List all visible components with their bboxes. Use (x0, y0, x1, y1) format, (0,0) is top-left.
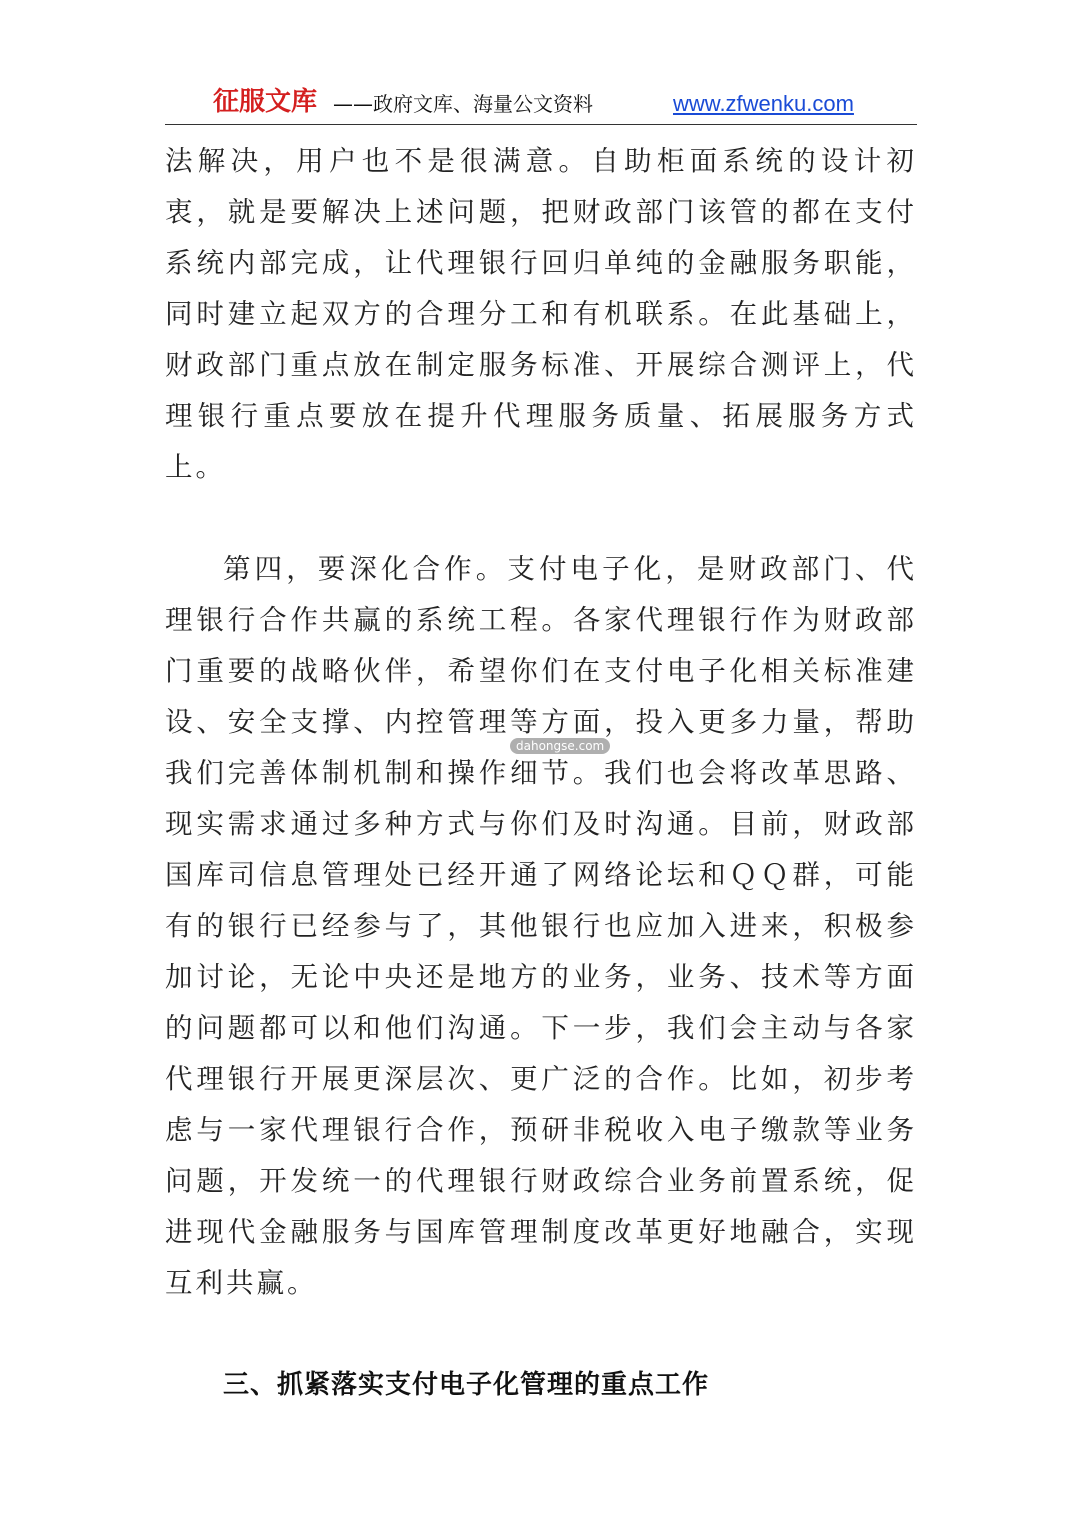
header-tagline: ——政府文库、海量公文资料 (333, 92, 593, 116)
paragraph-fourth-point: 第四，要深化合作。支付电子化，是财政部门、代理银行合作共赢的系统工程。各家代理银行作为财政部门重要的战略伙伴，希望你们在支付电子化相关标准建设、安全支撑、内控管理等方面，投入更多力量，帮助我们完善体制机制和操作细节。我们也会将改革思路、现实需求通过多种方式与你们及时沟通。目前，财政部国库司信息管理处已经开通了网络论坛和ＱＱ群，可能有的银行已经参与了，其他银行也应加入进来，积极参加讨论，无论中央还是地方的业务，业务、技术等方面的问题都可以和他们沟通。下一步，我们会主动与各家代理银行开展更深层次、更广泛的合作。比如，初步考虑与一家代理银行合作，预研非税收入电子缴款等业务问题，开发统一的代理银行财政综合业务前置系统，促进现代金融服务与国库管理制度改革更好地融合，实现互利共赢。 (165, 553, 917, 1299)
brand-logo-text: 征服文库 (213, 87, 318, 117)
paragraph-spacer (165, 1309, 917, 1360)
paragraph-spacer (165, 493, 917, 544)
watermark: dahongse.com (510, 738, 610, 754)
site-url-link[interactable]: www.zfwenku.com (673, 91, 854, 116)
section-heading: 三、抓紧落实支付电子化管理的重点工作 (223, 1370, 710, 1400)
document-body (165, 136, 917, 1411)
paragraph-continuation: 法解决，用户也不是很满意。自助柜面系统的设计初衷，就是要解决上述问题，把财政部门该管的都在支付系统内部完成，让代理银行回归单纯的金融服务职能，同时建立起双方的合理分工和有机联系。在此基础上，财政部门重点放在制定服务标准、开展综合测评上，代理银行重点要放在提升代理服务质量、拓展服务方式上。 (165, 145, 917, 483)
page-header (165, 86, 917, 125)
